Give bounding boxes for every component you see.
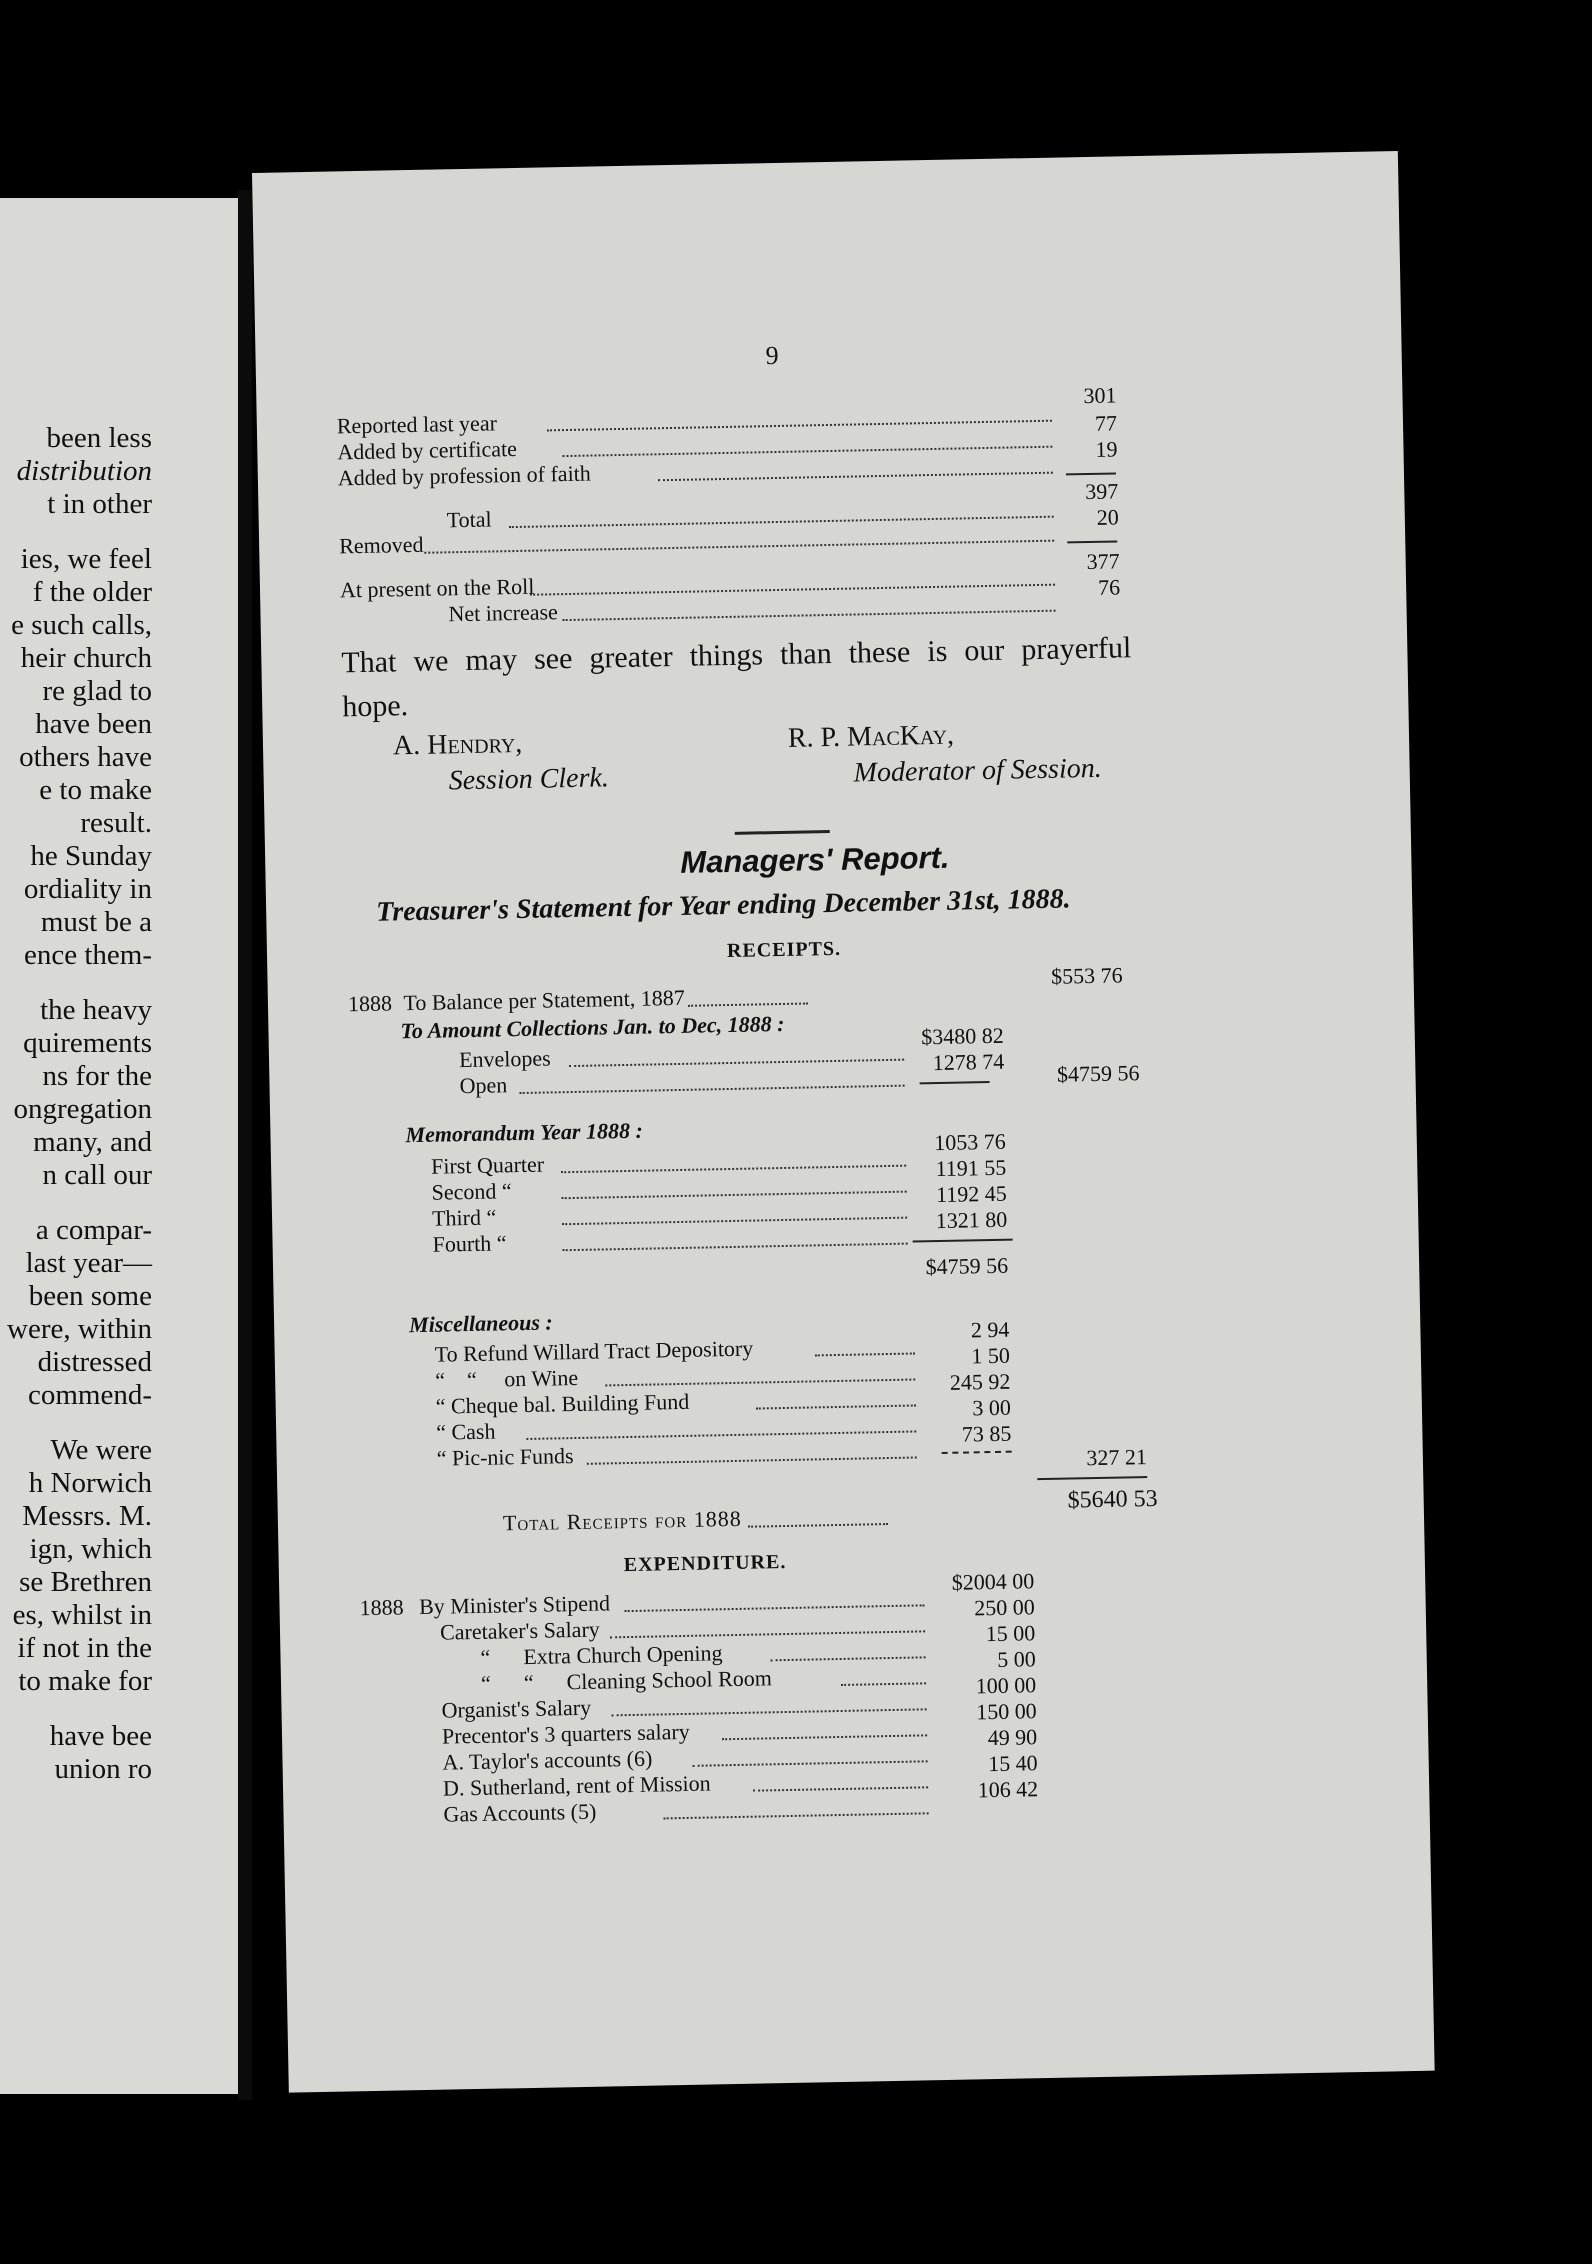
expenditure-row: Caretaker's Salary	[439, 1616, 600, 1645]
left-page-line: a compar-	[35, 1214, 152, 1246]
roll-value: 301	[1083, 382, 1117, 409]
roll-label: Added by profession of faith	[337, 460, 592, 491]
expenditure-row: D. Sutherland, rent of Mission	[442, 1770, 711, 1801]
left-page-line: the heavy	[40, 994, 152, 1026]
left-facing-page	[0, 198, 238, 2094]
misc-row: To Refund Willard Tract Depository	[434, 1335, 754, 1367]
left-page-line: f the older	[32, 576, 152, 608]
misc-amount: 73 85	[961, 1420, 1012, 1447]
roll-present-label: At present on the Roll	[339, 573, 535, 603]
left-page-line: ongregation	[13, 1093, 152, 1125]
misc-row: “ Pic-nic Funds	[436, 1443, 574, 1471]
misc-amount: 245 92	[949, 1368, 1011, 1395]
expenditure-amount: 150 00	[975, 1698, 1037, 1725]
left-page-line: ign, which	[29, 1533, 152, 1565]
misc-row: “ Cheque bal. Building Fund	[435, 1388, 690, 1419]
left-page-line: ies, we feel	[20, 543, 152, 575]
roll-net-value: 76	[1097, 574, 1121, 600]
balance-line: 1888 To Balance per Statement, 1887	[347, 984, 685, 1017]
quarter-row: Second “	[431, 1178, 512, 1205]
left-page-line: e to make	[39, 774, 152, 806]
left-page-line: distressed	[37, 1346, 152, 1378]
expenditure-amount: 49 90	[987, 1724, 1038, 1751]
membership-roll	[252, 151, 1398, 627]
left-page-line: result.	[80, 807, 152, 839]
left-page-line: n call our	[42, 1159, 152, 1191]
left-page-line: to make for	[18, 1665, 152, 1697]
collections-amount: 1278 74	[932, 1048, 1005, 1076]
expenditure-row: Gas Accounts (5)	[443, 1798, 597, 1827]
left-page-line: h Norwich	[28, 1467, 152, 1499]
expenditure-amount: 5 00	[996, 1646, 1036, 1672]
misc-amount: 3 00	[972, 1394, 1012, 1421]
signature-right-name: R. P. MacKay,	[787, 719, 955, 754]
expenditure-row: Organist's Salary	[441, 1694, 592, 1723]
expenditure-row: “ “ Cleaning School Room	[480, 1665, 773, 1696]
left-page-line: t in other	[47, 488, 152, 520]
misc-row: “ “ on Wine	[434, 1364, 579, 1393]
misc-total: 327 21	[1086, 1444, 1148, 1471]
collections-total: $4759 56	[1056, 1060, 1140, 1087]
left-page-line: must be a	[40, 906, 152, 938]
roll-label: Added by certificate	[337, 435, 518, 465]
page-number: 9	[765, 340, 779, 371]
left-page-line: have bee	[49, 1720, 152, 1752]
quarter-amount: 1053 76	[933, 1128, 1006, 1156]
balance-amount: $553 76	[1050, 962, 1123, 989]
expenditure-amount: 15 40	[987, 1750, 1038, 1777]
quarter-row: First Quarter	[430, 1151, 545, 1179]
left-page-line: many, and	[33, 1126, 152, 1158]
expenditure-row: 1888 By Minister's Stipend	[359, 1590, 611, 1621]
closing-paragraph: That we may see greater things than these is our prayerful hope.	[341, 631, 1132, 724]
expenditure-row: A. Taylor's accounts (6)	[442, 1745, 653, 1775]
collections-amount: $3480 82	[920, 1022, 1004, 1050]
left-page-line: union ro	[54, 1753, 152, 1785]
left-page-line: ordiality in	[23, 873, 152, 905]
roll-total-value: 397	[1085, 478, 1119, 505]
expenditure-amount: 250 00	[973, 1594, 1035, 1621]
expenditure-amount: 106 42	[977, 1776, 1039, 1803]
left-page-line: were, within	[7, 1313, 152, 1345]
report-title: Managers' Report.	[679, 839, 950, 880]
left-page-line: es, whilst in	[12, 1599, 152, 1631]
signature-left-title: Session Clerk.	[448, 762, 610, 797]
signature-right-title: Moderator of Session.	[853, 752, 1102, 789]
roll-present-value: 377	[1086, 548, 1120, 575]
expenditure-amount: $2004 00	[951, 1568, 1035, 1595]
left-page-line: last year—	[25, 1247, 152, 1279]
left-page-line: e such calls,	[11, 609, 152, 641]
misc-amount: 1 50	[971, 1342, 1011, 1369]
expenditure-row: Precentor's 3 quarters salary	[441, 1718, 690, 1749]
quarter-amount: 1321 80	[935, 1206, 1008, 1234]
expenditure-row: “ Extra Church Opening	[480, 1640, 723, 1670]
section-divider	[735, 830, 830, 835]
expenditure-heading: EXPENDITURE.	[623, 1551, 787, 1577]
memorandum-label: Memorandum Year 1888 :	[405, 1117, 644, 1148]
quarters-total: $4759 56	[925, 1252, 1009, 1280]
collections-row: Open	[459, 1072, 508, 1099]
signature-left-name: A. Hendry,	[392, 727, 523, 762]
left-page-line: Messrs. M.	[22, 1500, 152, 1532]
total-receipts-label: Total Receipts for 1888	[502, 1505, 742, 1536]
collections-label: To Amount Collections Jan. to Dec, 1888 :	[400, 1010, 785, 1044]
roll-value: 19	[1095, 436, 1118, 462]
left-page-line: he Sunday	[30, 840, 152, 872]
total-receipts-amount: $5640 53	[1067, 1485, 1158, 1514]
left-page-line: others have	[19, 741, 152, 773]
left-page-line: if not in the	[17, 1632, 152, 1664]
report-subtitle: Treasurer's Statement for Year ending December 31st, 1888.	[375, 883, 1071, 928]
roll-removed-value: 20	[1096, 504, 1120, 530]
left-page-line: commend-	[27, 1379, 152, 1411]
collections-row: Envelopes	[458, 1045, 551, 1073]
page-gutter	[238, 190, 252, 2100]
left-page-line: We were	[50, 1434, 152, 1466]
roll-removed-label: Removed	[338, 531, 424, 559]
quarter-row: Fourth “	[432, 1230, 507, 1257]
quarter-amount: 1192 45	[935, 1180, 1007, 1208]
left-page-line: distribution	[16, 455, 152, 487]
left-page-line: been some	[28, 1280, 152, 1312]
left-page-line: been less	[46, 422, 152, 454]
quarter-row: Third “	[431, 1204, 497, 1231]
quarter-amount: 1191 55	[935, 1154, 1007, 1182]
roll-total-label: Total	[446, 506, 492, 533]
misc-label: Miscellaneous :	[408, 1309, 553, 1338]
left-page-line: ns for the	[42, 1060, 152, 1092]
expenditure-amount: 15 00	[985, 1620, 1036, 1647]
roll-net-label: Net increase	[448, 599, 559, 627]
roll-value: 77	[1094, 410, 1118, 436]
left-page-line: re glad to	[42, 675, 152, 707]
right-page	[252, 151, 1435, 2093]
left-page-line: se Brethren	[19, 1566, 152, 1598]
roll-label: Reported last year	[336, 410, 498, 439]
left-page-line: quirements	[23, 1027, 152, 1059]
receipts-heading: RECEIPTS.	[726, 937, 842, 963]
left-page-line: ence them-	[23, 939, 152, 971]
misc-amount: 2 94	[970, 1316, 1010, 1343]
misc-row: “ Cash	[435, 1418, 496, 1445]
left-page-line: have been	[35, 708, 152, 740]
left-page-line: heir church	[20, 642, 152, 674]
expenditure-amount: 100 00	[975, 1672, 1037, 1699]
